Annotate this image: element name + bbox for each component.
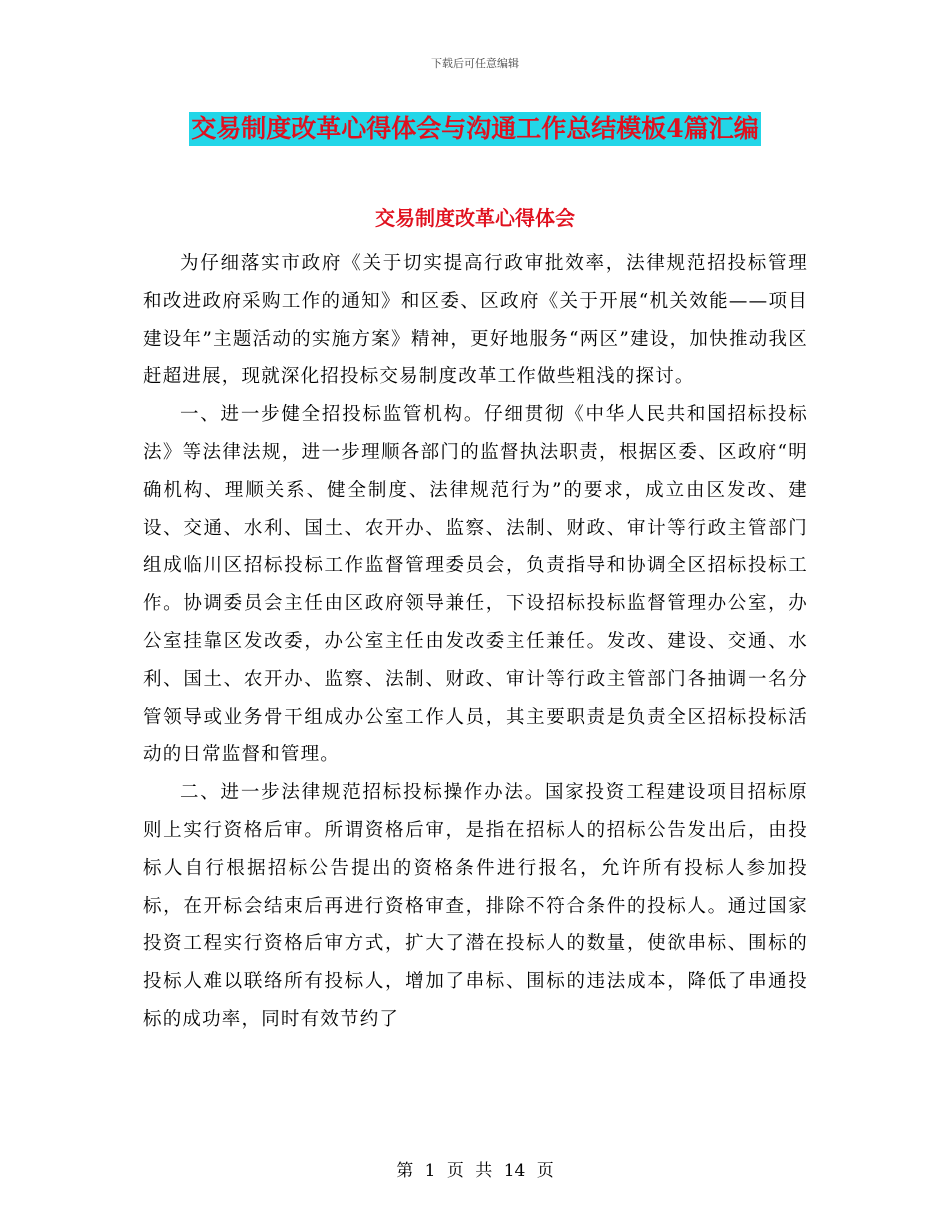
header-note: 下载后可任意编辑 bbox=[431, 57, 519, 70]
document-title: 交易制度改革心得体会与沟通工作总结模板4篇汇编 bbox=[189, 112, 760, 146]
page-footer: 第 1 页 共 14 页 bbox=[396, 1161, 554, 1181]
section-title: 交易制度改革心得体会 bbox=[375, 206, 575, 230]
paragraph: 一、进一步健全招投标监管机构。仔细贯彻《中华人民共和国招标投标法》等法律法规，进一步理顺各部门的监督执法职责，根据区委、区政府“明确机构、理顺关系、健全制度、法律规范行为”的要求，成立由区发改、建设、交通、水利、国土、农开办、监察、法制、财政、审计等行政主管部门组成临川区招标投标工作监督管理委员会，负责指导和协调全区招标投标工作。协调委员会主任由区政府领导兼任，下设招标投标监督管理办公室，办公室挂靠区发改委，办公室主任由发改委主任兼任。发改、建设、交通、水利、国土、农开办、监察、法制、财政、审计等行政主管部门各抽调一名分管领导或业务骨干组成办公室工作人员，其主要职责是负责全区招标投标活动的日常监督和管理。 bbox=[143, 404, 808, 766]
paragraph: 二、进一步法律规范招标投标操作办法。国家投资工程建设项目招标原则上实行资格后审。所谓资格后审，是指在招标人的招标公告发出后，由投标人自行根据招标公告提出的资格条件进行报名，允许所有投标人参加投标，在开标会结束后再进行资格审查，排除不符合条件的投标人。通过国家投资工程实行资格后审方式，扩大了潜在投标人的数量，使欲串标、围标的投标人难以联络所有投标人，增加了串标、围标的违法成本，降低了串通投标的成功率，同时有效节约了 bbox=[143, 782, 808, 1030]
document-title-container bbox=[0, 112, 950, 146]
paragraph: 为仔细落实市政府《关于切实提高行政审批效率，法律规范招投标管理和改进政府采购工作的通知》和区委、区政府《关于开展“机关效能——项目建设年”主题活动的实施方案》精神，更好地服务“两区”建设，加快推动我区赶超进展，现就深化招投标交易制度改革工作做些粗浅的探讨。 bbox=[143, 253, 808, 388]
body-text bbox=[143, 245, 808, 1039]
